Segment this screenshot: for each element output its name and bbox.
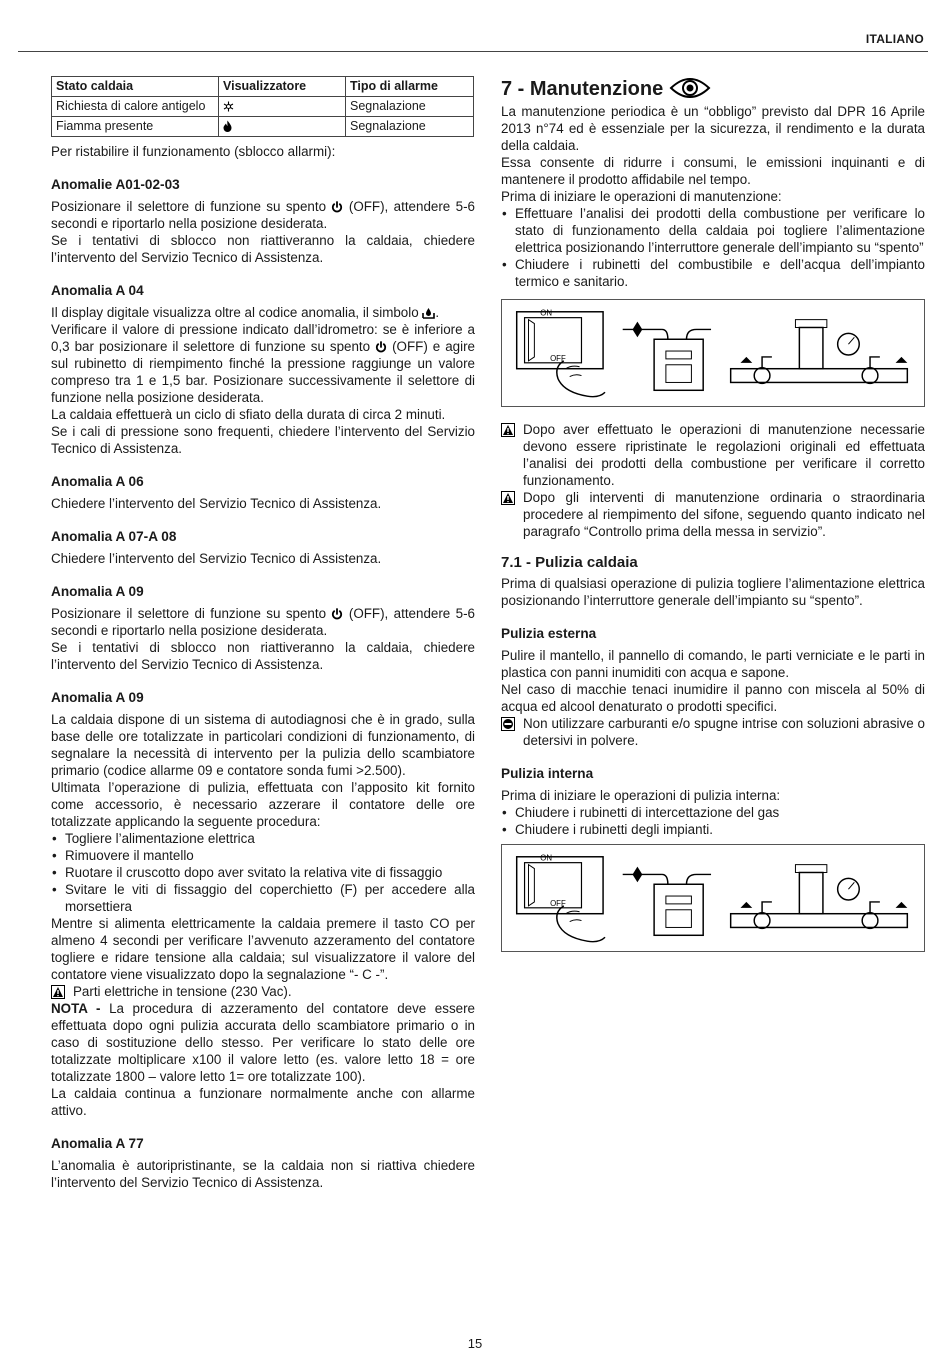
paragraph: Posizionare il selettore di funzione su spento (OFF), attendere 5-6 secondi e riportarlo nella posizione desiderata. — [51, 199, 475, 231]
alarm-display-cell — [219, 117, 346, 137]
maintenance-list — [501, 205, 925, 290]
alarm-table-header-row — [52, 77, 474, 97]
paragraph: Chiedere l’intervento del Servizio Tecnico di Assistenza. — [51, 496, 382, 511]
section-heading: Anomalie A01-02-03 — [51, 177, 180, 192]
alarm-state: Fiamma presente — [52, 117, 219, 137]
list-item: • Chiudere i rubinetti di intercettazione del gas — [501, 804, 925, 821]
warning-icon — [501, 491, 515, 505]
paragraph: La manutenzione periodica è un “obbligo” previsto dal DPR 16 Aprile 2013 n°74 ed è essenziale per la sicurezza, il rendimento e la durata della caldaia. — [501, 104, 925, 153]
paragraph: Mentre si alimenta elettricamente la caldaia premere il tasto CO per almeno 4 secondi per verificare l’avvenuto azzeramento del contatore togliere e ridare tensione alla caldaia; sul visualizzatore il valore del contatore viene visualizzato dopo la segnalazione “- C -”. — [51, 916, 475, 982]
alarm-table-header: Visualizzatore — [219, 77, 346, 97]
nota-paragraph: NOTA - La procedura di azzeramento del contatore deve essere effettuata dopo ogni pulizia accurata dello scambiatore primario o in caso di sostituzione dello stesso. Per verificare lo stato delle ore totalizzate moltiplicare x100 il valore letto (es. valore letto 18 = ore totalizzate 1800 – valore letto 1= ore totalizzate 100). — [51, 1001, 475, 1084]
paragraph: Prima di iniziare le operazioni di pulizia interna: — [501, 788, 781, 803]
alarm-type: Segnalazione — [346, 117, 474, 137]
header-rule — [18, 51, 928, 52]
switch-on-label: ON — [540, 853, 553, 863]
paragraph: Posizionare il selettore di funzione su spento (OFF), attendere 5-6 secondi e riportarlo nella posizione desiderata. — [51, 606, 475, 638]
paragraph: Se i tentativi di sblocco non riattiveranno la caldaia, chiedere l’intervento del Servizio Tecnico di Assistenza. — [51, 233, 475, 265]
shutoff-illustration — [501, 844, 925, 952]
snowflake-icon — [223, 101, 234, 112]
warning-note: Dopo aver effettuato le operazioni di manutenzione necessarie devono essere ripristinate le regolazioni originali ed effettuata l’analisi dei prodotti della combustione per verificare il corretto funzionamento. — [501, 421, 925, 489]
paragraph: Verificare il valore di pressione indicato dall’idrometro: se è inferiore a 0,3 bar posizionare il selettore di funzione su spento (OFF) e agire sul rubinetto di riempimento finché la pressione raggiunge un valore compreso tra 1 e 1,5 bar. Posizionare successivamente il selettore di funzione nella posizione desiderata. — [51, 322, 475, 405]
procedure-list — [51, 830, 475, 915]
section-heading: Anomalia A 77 — [51, 1136, 144, 1151]
switch-off-label: OFF — [550, 353, 566, 363]
paragraph: Nel caso di macchie tenaci inumidire il panno con miscela al 50% di acqua ed alcool denaturato o prodotti specifici. — [501, 682, 925, 714]
section-heading: Anomalia A 06 — [51, 474, 144, 489]
paragraph: La caldaia effettuerà un ciclo di sfiato della durata di circa 2 minuti. — [51, 407, 446, 422]
section-heading: Anomalia A 04 — [51, 283, 144, 298]
paragraph: Se i tentativi di sblocco non riattiveranno la caldaia, chiedere l’intervento del Servizio Tecnico di Assistenza. — [51, 640, 475, 672]
table-row — [52, 97, 474, 117]
alarm-table-header: Tipo di allarme — [346, 77, 474, 97]
page-number: 15 — [467, 1336, 483, 1351]
list-item: • Chiudere i rubinetti degli impianti. — [501, 821, 925, 838]
subsection-title: 7.1 - Pulizia caldaia — [501, 554, 638, 571]
prohibition-icon — [501, 717, 515, 731]
switch-on-label: ON — [540, 308, 553, 318]
paragraph: Prima di iniziare le operazioni di manutenzione: — [501, 189, 782, 204]
section-heading: Anomalia A 09 — [51, 584, 144, 599]
paragraph: La caldaia dispone di un sistema di autodiagnosi che è in grado, sulla base delle ore totalizzate in particolari condizioni di funzionamento, di segnalare la necessità di intervento per la pulizia dello scambiatore primario (codice allarme 09 e contatore sonda fumi >2.500). — [51, 712, 475, 778]
flame-icon — [223, 120, 232, 132]
list-item: • Rimuovere il mantello — [51, 847, 475, 864]
section-heading: Anomalia A 07-A 08 — [51, 529, 177, 544]
paragraph: Chiedere l’intervento del Servizio Tecnico di Assistenza. — [51, 551, 382, 566]
paragraph: Ultimata l’operazione di pulizia, effettuata con l’apposito kit fornito come accessorio, è necessario azzerare il contatore delle ore totalizzate applicando la seguente procedura: — [51, 780, 475, 829]
list-item: • Effettuare l’analisi dei prodotti della combustione per verificare lo stato di funzionamento della caldaia poi togliere l’alimentazione elettrica posizionando l’interruttore generale dell’impianto su “spento” — [501, 205, 925, 256]
alarm-state: Richiesta di calore antigelo — [52, 97, 219, 117]
alarm-table-header: Stato caldaia — [52, 77, 219, 97]
power-icon — [375, 341, 387, 353]
switch-off-label: OFF — [550, 898, 566, 908]
list-item: • Togliere l’alimentazione elettrica — [51, 830, 475, 847]
paragraph: Il display digitale visualizza oltre al codice anomalia, il simbolo . — [51, 305, 440, 320]
list-item: • Ruotare il cruscotto dopo aver svitato la relativa vite di fissaggio — [51, 864, 475, 881]
eye-icon — [669, 76, 711, 100]
power-icon — [331, 201, 343, 213]
alarm-type: Segnalazione — [346, 97, 474, 117]
power-icon — [331, 608, 343, 620]
right-column — [501, 76, 925, 966]
water-pressure-icon — [422, 307, 435, 319]
table-row — [52, 117, 474, 137]
paragraph: Essa consente di ridurre i consumi, le emissioni inquinanti e di mantenere il prodotto affidabile nel tempo. — [501, 155, 925, 187]
list-item: • Chiudere i rubinetti del combustibile e dell’acqua dell’impianto termico e sanitario. — [501, 256, 925, 290]
paragraph: La caldaia continua a funzionare normalmente anche con allarme attivo. — [51, 1086, 475, 1118]
section-heading: Pulizia esterna — [501, 626, 597, 641]
paragraph: Pulire il mantello, il pannello di comando, le parti verniciate e le parti in plastica con panni inumiditi con acqua e sapone. — [501, 648, 925, 680]
prohibition-note: Non utilizzare carburanti e/o spugne intrise con soluzioni abrasive o detersivi in polvere. — [501, 715, 925, 749]
warning-icon — [501, 423, 515, 437]
section-heading: Anomalia A 09 — [51, 690, 144, 705]
cleaning-list — [501, 804, 925, 838]
paragraph: L’anomalia è autoripristinante, se la caldaia non si riattiva chiedere l’intervento del Servizio Tecnico di Assistenza. — [51, 1158, 475, 1190]
warning-icon — [51, 985, 65, 999]
paragraph: Prima di qualsiasi operazione di pulizia togliere l’alimentazione elettrica posizionando l’interruttore generale dell’impianto su “spento”. — [501, 576, 925, 608]
alarm-display-cell — [219, 97, 346, 117]
header-language: ITALIANO — [865, 32, 924, 46]
section-heading: Pulizia interna — [501, 766, 594, 781]
warning-note: Parti elettriche in tensione (230 Vac). — [51, 983, 475, 1000]
intro-text: Per ristabilire il funzionamento (sblocco allarmi): — [51, 144, 336, 159]
section-title: 7 - Manutenzione — [501, 76, 925, 101]
warning-note: Dopo gli interventi di manutenzione ordinaria o straordinaria procedere al riempimento del sifone, seguendo quanto indicato nel paragrafo “Controllo prima della messa in servizio”. — [501, 489, 925, 540]
left-column — [51, 76, 475, 1191]
alarm-table — [51, 76, 474, 137]
paragraph: Se i cali di pressione sono frequenti, chiedere l’intervento del Servizio Tecnico di Assistenza. — [51, 424, 475, 456]
list-item: • Svitare le viti di fissaggio del coperchietto (F) per accedere alla morsettiera — [51, 881, 475, 915]
shutoff-illustration — [501, 299, 925, 407]
